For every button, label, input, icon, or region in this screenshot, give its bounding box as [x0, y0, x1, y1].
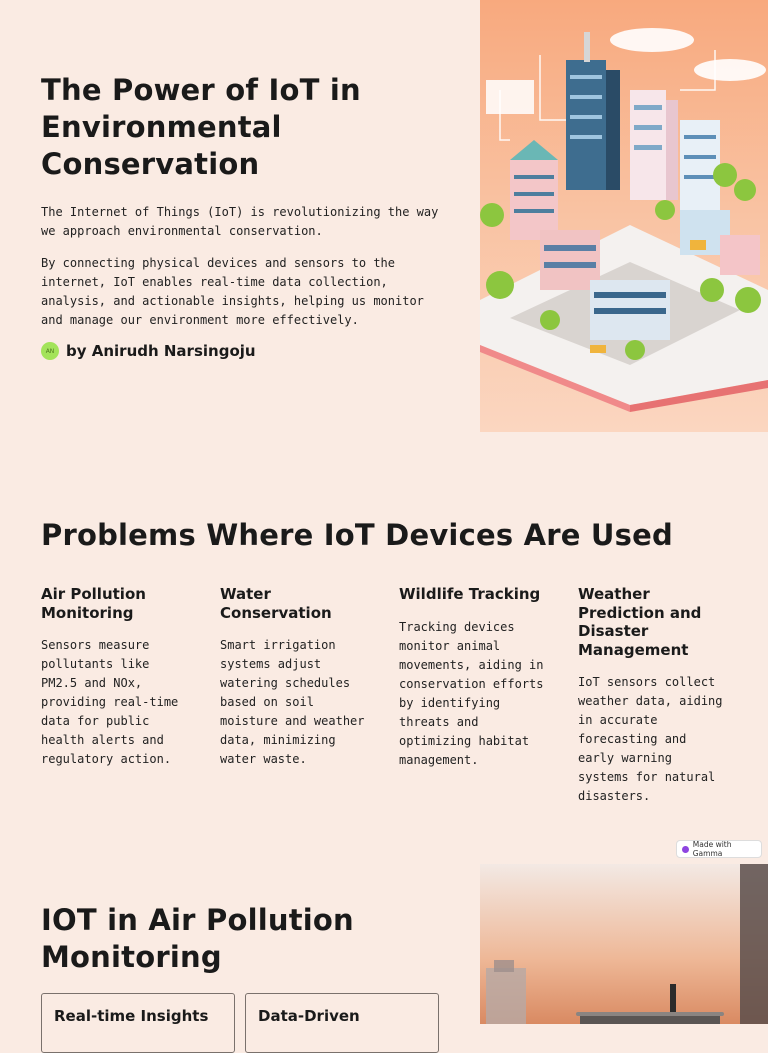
- hero-text-block: [41, 72, 441, 360]
- hero-section: [0, 0, 768, 432]
- hero-detail-paragraph: By connecting physical devices and sensors to the internet, IoT enables real-time data collection, analysis, and actionable insights, helping us monitor and manage our environment more effectively.: [41, 256, 424, 327]
- problem-card-water-conservation: [220, 585, 370, 769]
- problem-card-weather-prediction: [578, 585, 728, 806]
- problems-title: Problems Where IoT Devices Are Used: [41, 518, 673, 552]
- problem-title: Water Conservation: [220, 585, 332, 622]
- problem-card-wildlife-tracking: [399, 585, 549, 770]
- problem-text: Smart irrigation systems adjust watering schedules based on soil moisture and weather data, minimizing water waste.: [220, 638, 365, 766]
- problem-text: Tracking devices monitor animal movements, aiding in conservation efforts by identifying threats and optimizing habitat management.: [399, 619, 544, 767]
- badge-label: Made with Gamma: [692, 840, 732, 858]
- problem-card-air-pollution: [41, 585, 191, 769]
- hero-title: The Power of IoT in Environmental Conservation: [41, 73, 361, 181]
- air-pollution-title: IOT in Air Pollution Monitoring: [41, 903, 354, 974]
- gamma-logo-icon: [682, 846, 689, 853]
- card-title: Real-time Insights: [54, 1007, 209, 1025]
- hero-intro-paragraph: The Internet of Things (IoT) is revolutionizing the way we approach environmental conservation.: [41, 205, 439, 238]
- avatar: AN: [41, 342, 59, 360]
- author-name: by Anirudh Narsingoju: [66, 342, 256, 360]
- problem-text: IoT sensors collect weather data, aiding in accurate forecasting and early warning systems for natural disasters.: [578, 675, 723, 803]
- card-title: Data-Driven: [258, 1007, 360, 1025]
- smart-city-illustration: [480, 0, 768, 432]
- air-sensor-photo: [480, 864, 768, 1024]
- problem-title: Air Pollution Monitoring: [41, 585, 146, 622]
- insight-card-data-driven: [245, 993, 439, 1053]
- problem-title: Wildlife Tracking: [399, 585, 541, 603]
- made-with-gamma-badge[interactable]: [676, 840, 762, 858]
- insight-card-realtime: [41, 993, 235, 1053]
- problem-text: Sensors measure pollutants like PM2.5 and NOx, providing real-time data for public health alerts and regulatory action.: [41, 638, 179, 766]
- problem-title: Weather Prediction and Disaster Management: [578, 585, 702, 659]
- author-byline: [41, 342, 441, 360]
